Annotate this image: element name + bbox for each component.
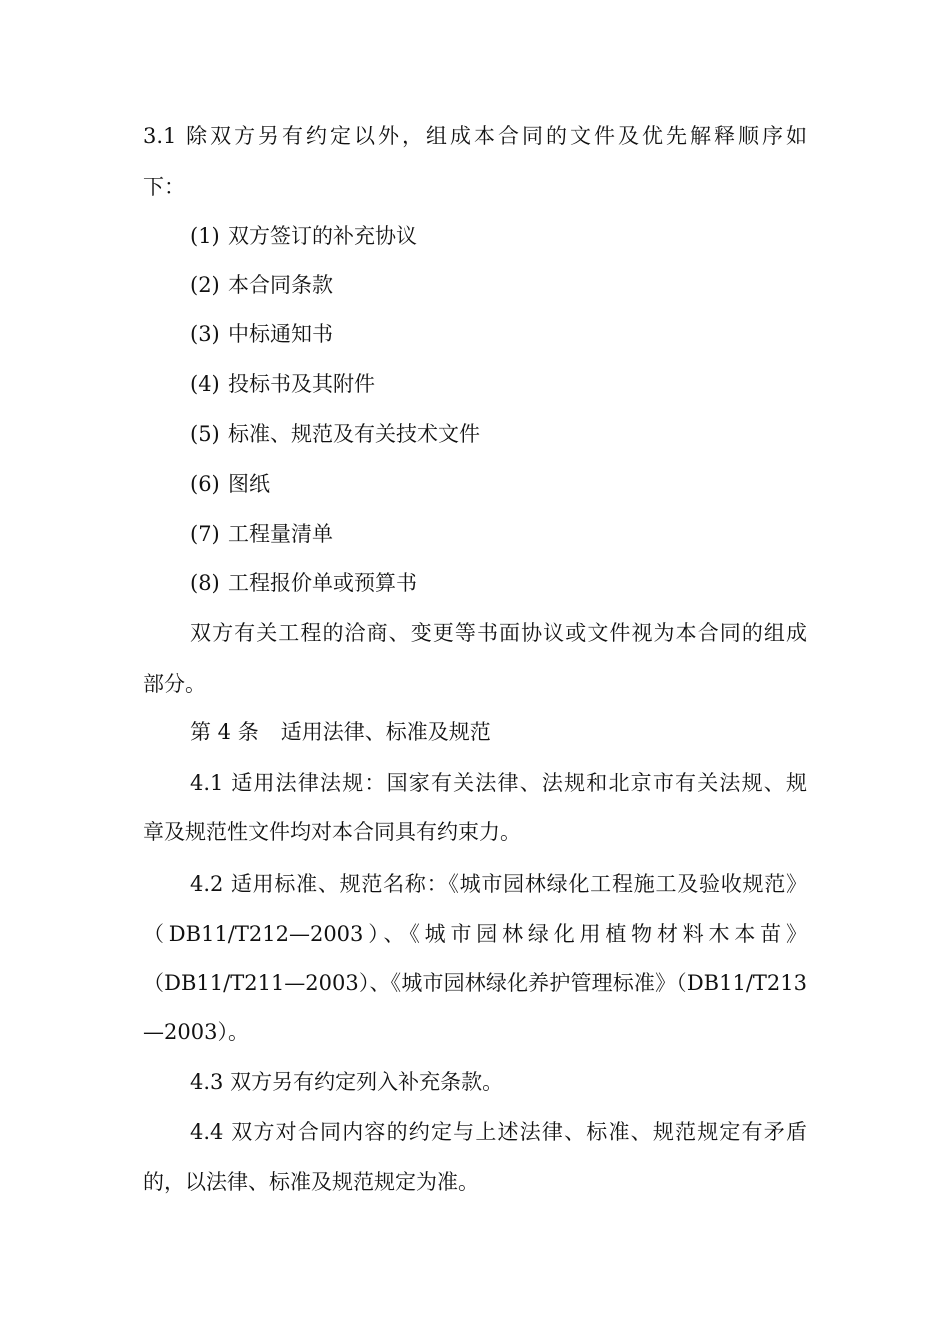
clause-4-4-line-2: 的，以法律、标准及规范规定为准。 xyxy=(143,1170,479,1194)
list-item-2 xyxy=(190,270,333,300)
list-item-number: (4) xyxy=(190,372,220,396)
list-item-text: 中标通知书 xyxy=(228,322,333,346)
article-4-label: 第 4 条 xyxy=(190,720,259,744)
clause-4-3: 4.3 双方另有约定列入补充条款。 xyxy=(190,1070,504,1094)
list-item-number: (8) xyxy=(190,571,220,595)
list-item-text: 投标书及其附件 xyxy=(228,372,375,396)
list-item-6 xyxy=(190,469,270,499)
list-item-text: 本合同条款 xyxy=(228,273,333,297)
clause-3-1-line-2: 下： xyxy=(143,175,185,199)
list-item-text: 工程报价单或预算书 xyxy=(228,571,417,595)
clause-4-1-line-1: 4.1 适用法律法规：国家有关法律、法规和北京市有关法规、规 xyxy=(190,771,807,795)
article-4-heading xyxy=(190,717,491,747)
clause-4-2-line-1: 4.2 适用标准、规范名称：《城市园林绿化工程施工及验收规范》 xyxy=(190,872,807,896)
paragraph-amendments-line-2: 部分。 xyxy=(143,672,206,696)
list-item-3 xyxy=(190,319,333,349)
list-item-7 xyxy=(190,519,333,549)
list-item-5 xyxy=(190,419,480,449)
list-item-text: 标准、规范及有关技术文件 xyxy=(228,422,480,446)
clause-3-1-line-1: 3.1 除双方另有约定以外，组成本合同的文件及优先解释顺序如 xyxy=(143,124,807,148)
list-item-number: (2) xyxy=(190,273,220,297)
list-item-number: (6) xyxy=(190,472,220,496)
list-item-number: (5) xyxy=(190,422,220,446)
clause-4-1-line-2: 章及规范性文件均对本合同具有约束力。 xyxy=(143,820,521,844)
article-4-title: 适用法律、标准及规范 xyxy=(280,720,491,744)
clause-4-2-line-2: （DB11/T212—2003）、《城市园林绿化用植物材料木本苗》 xyxy=(143,922,807,946)
list-item-8 xyxy=(190,568,417,598)
list-item-4 xyxy=(190,369,375,399)
list-item-text: 图纸 xyxy=(228,472,270,496)
clause-4-2-line-3: （DB11/T211—2003）、《城市园林绿化养护管理标准》（DB11/T213 xyxy=(143,971,807,995)
list-item-text: 双方签订的补充协议 xyxy=(228,224,417,248)
list-item-number: (1) xyxy=(190,224,220,248)
clause-4-4-line-1: 4.4 双方对合同内容的约定与上述法律、标准、规范规定有矛盾 xyxy=(190,1120,807,1144)
clause-4-2-line-4: —2003）。 xyxy=(143,1020,249,1044)
list-item-number: (3) xyxy=(190,322,220,346)
list-item-1 xyxy=(190,221,417,251)
paragraph-amendments-line-1: 双方有关工程的洽商、变更等书面协议或文件视为本合同的组成 xyxy=(190,621,807,645)
list-item-number: (7) xyxy=(190,522,220,546)
list-item-text: 工程量清单 xyxy=(228,522,333,546)
